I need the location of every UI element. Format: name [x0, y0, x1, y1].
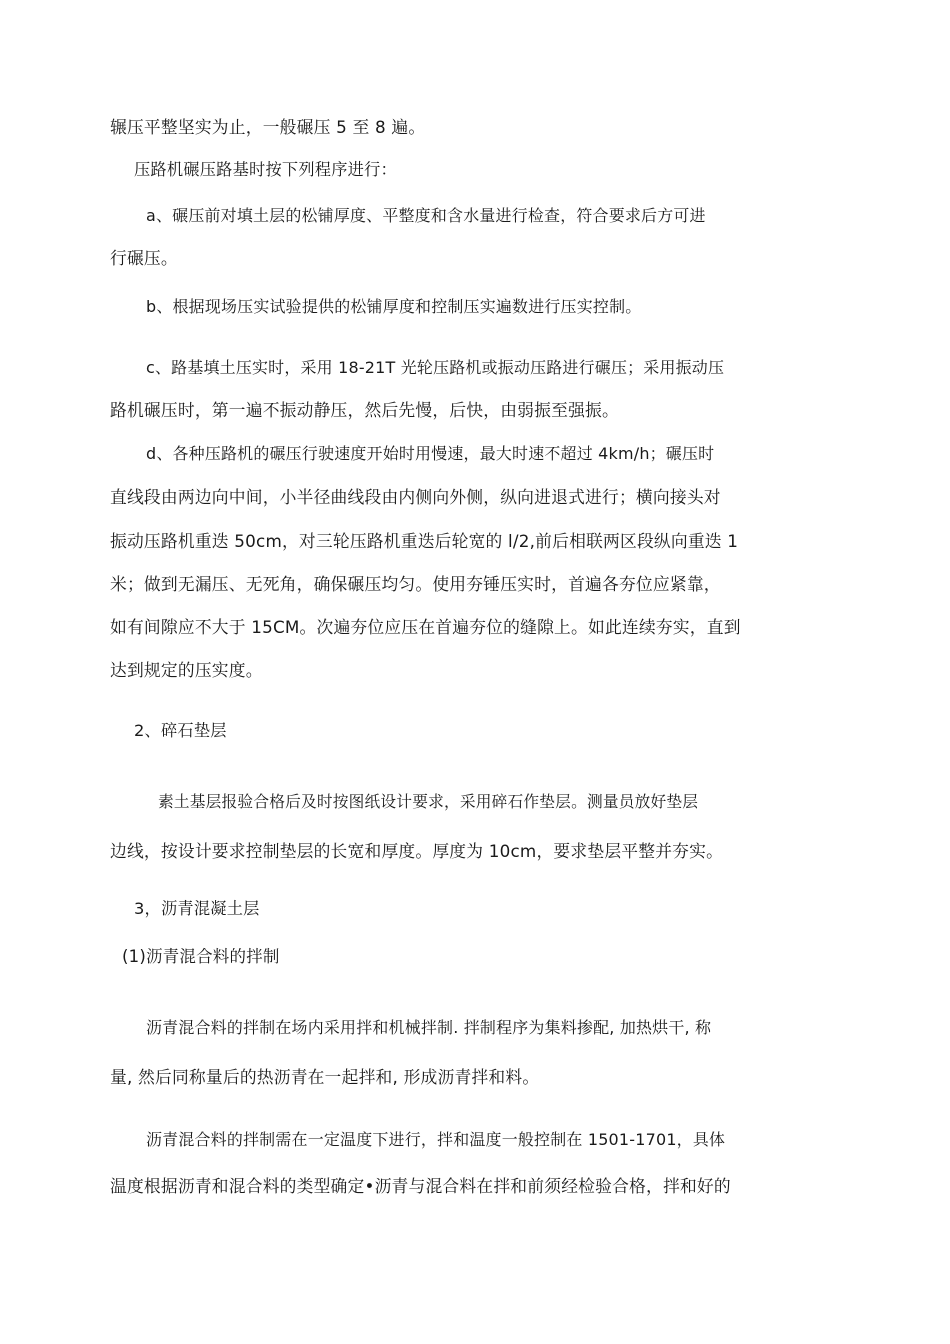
text-line: 温度根据沥青和混合料的类型确定•沥青与混合料在拌和前须经检验合格，拌和好的 — [110, 1176, 731, 1196]
text-line: 素土基层报验合格后及时按图纸设计要求，采用碎石作垫层。测量员放好垫层 — [158, 792, 699, 811]
section-heading: 3，沥青混凝土层 — [134, 899, 260, 918]
text-line: c、路基填土压实时，采用 18-21T 光轮压路机或振动压路进行碾压；采用振动压 — [146, 358, 725, 377]
subsection-heading: (1)沥青混合料的拌制 — [122, 947, 280, 966]
text-line: 量, 然后同称量后的热沥青在一起拌和, 形成沥青拌和料。 — [110, 1067, 540, 1087]
text-line: 沥青混合料的拌制需在一定温度下进行，拌和温度一般控制在 1501-1701，具体 — [146, 1130, 726, 1149]
text-line: 振动压路机重迭 50cm，对三轮压路机重迭后轮宽的 l/2,前后相联两区段纵向重迭 1 — [110, 531, 739, 551]
text-line: 路机碾压时，第一遍不振动静压，然后先慢，后快，由弱振至强振。 — [110, 400, 619, 420]
text-line: 行碾压。 — [110, 248, 178, 268]
section-heading: 2、碎石垫层 — [134, 721, 227, 740]
text-line: 达到规定的压实度。 — [110, 660, 263, 680]
text-line: 米；做到无漏压、无死角，确保碾压均匀。使用夯锤压实时，首遍各夯位应紧靠， — [110, 574, 721, 594]
text-line: 直线段由两边向中间，小半径曲线段由内侧向外侧，纵向进退式进行；横向接头对 — [110, 487, 721, 507]
text-line: 边线，按设计要求控制垫层的长宽和厚度。厚度为 10cm，要求垫层平整并夯实。 — [110, 841, 724, 861]
text-line: b、根据现场压实试验提供的松铺厚度和控制压实遍数进行压实控制。 — [146, 297, 642, 316]
text-line: a、碾压前对填土层的松铺厚度、平整度和含水量进行检查，符合要求后方可进 — [146, 206, 706, 225]
text-line: 压路机碾压路基时按下列程序进行： — [134, 160, 397, 179]
text-line: d、各种压路机的碾压行驶速度开始时用慢速，最大时速不超过 4km/h；碾压时 — [146, 444, 715, 463]
text-line: 沥青混合料的拌制在场内采用拌和机械拌制. 拌制程序为集料掺配, 加热烘干, 称 — [146, 1018, 712, 1037]
text-line: 辗压平整坚实为止，一般碾压 5 至 8 遍。 — [110, 117, 426, 137]
text-line: 如有间隙应不大于 15CM。次遍夯位应压在首遍夯位的缝隙上。如此连续夯实，直到 — [110, 617, 741, 637]
